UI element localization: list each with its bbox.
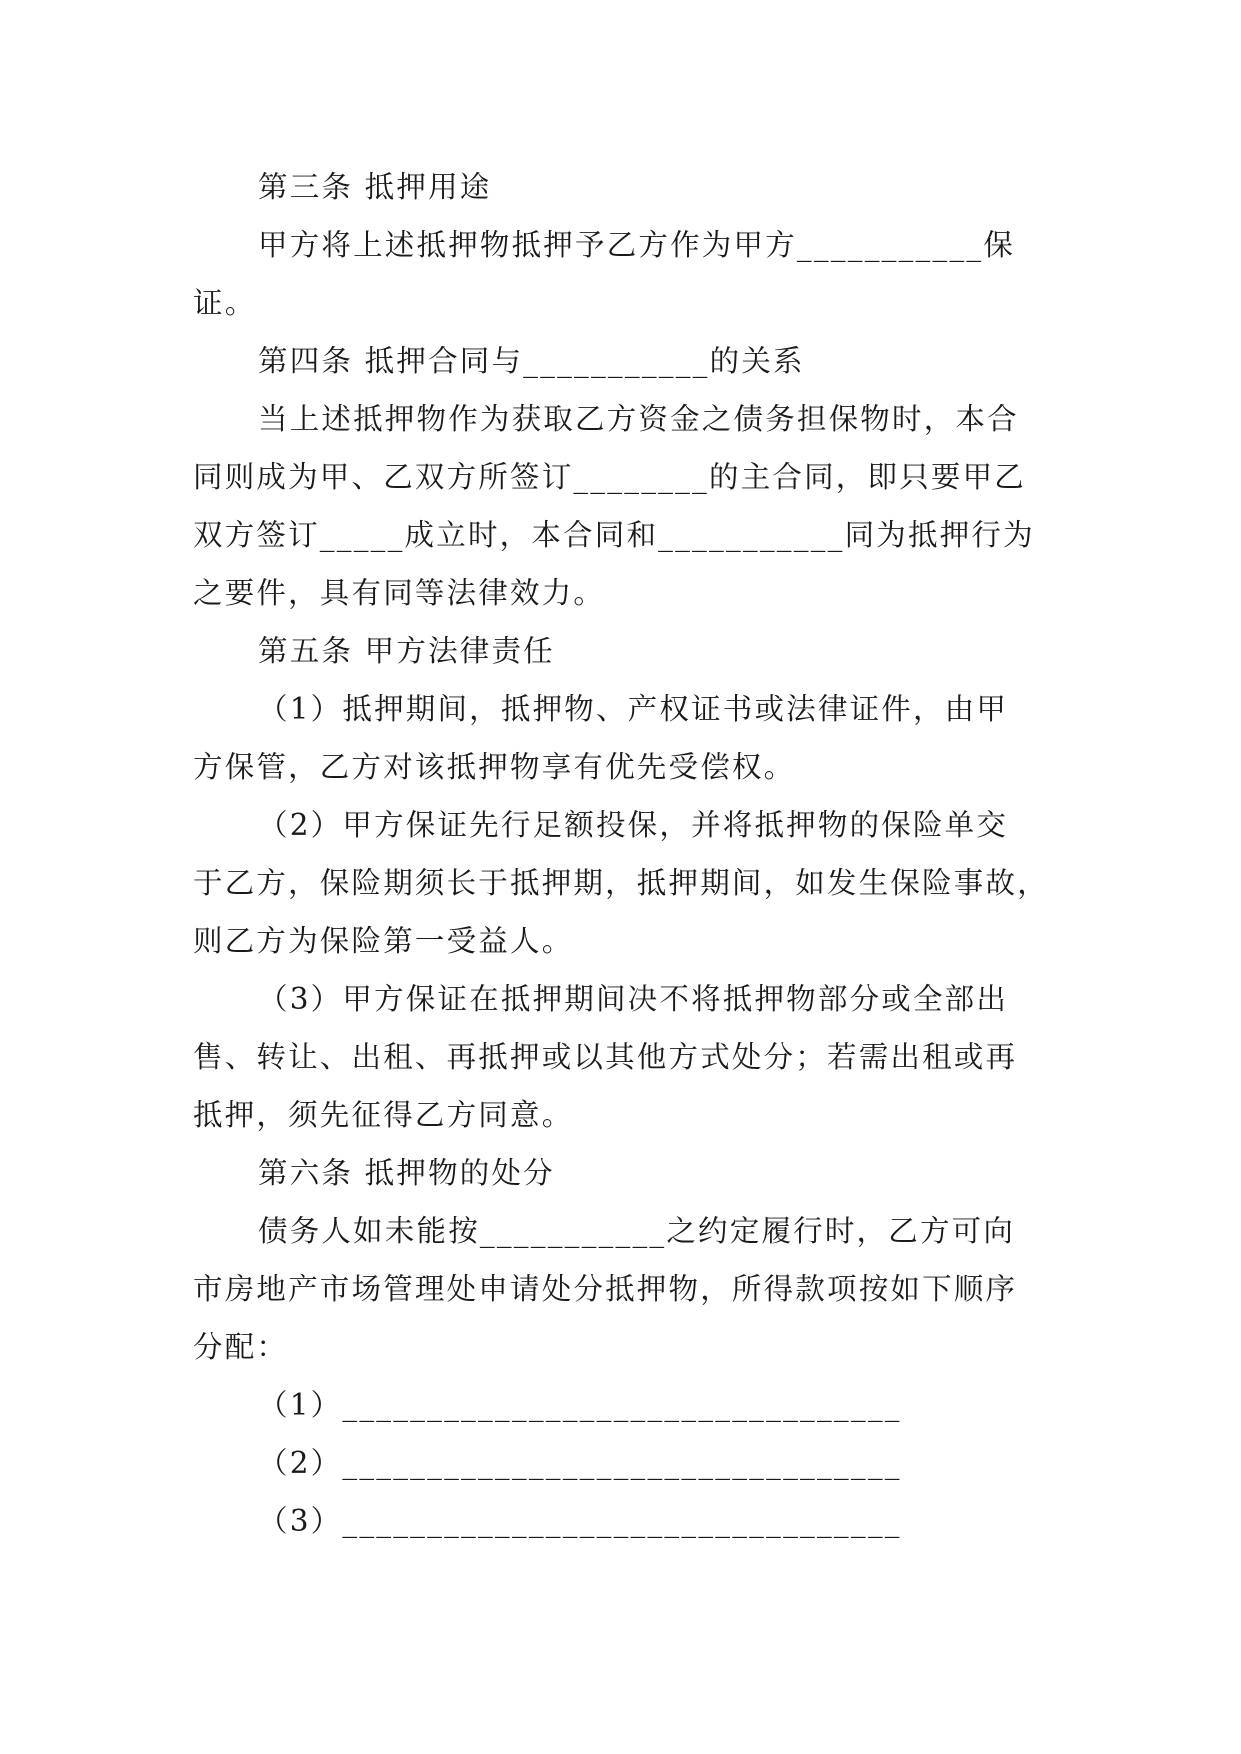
paragraph-line: 抵押，须先征得乙方同意。 xyxy=(193,1098,574,1132)
article-5-heading: 第五条 甲方法律责任 xyxy=(258,634,555,668)
paragraph-line: 甲方将上述抵押物抵押予乙方作为甲方___________保 xyxy=(258,228,1016,262)
paragraph-line: 售、转让、出租、再抵押或以其他方式处分；若需出租或再 xyxy=(193,1040,1018,1074)
paragraph-line: 证。 xyxy=(193,286,257,320)
paragraph-line: 市房地产市场管理处申请处分抵押物，所得款项按如下顺序 xyxy=(193,1272,1018,1306)
paragraph-line: 同则成为甲、乙双方所签订________的主合同，即只要甲乙 xyxy=(193,460,1027,494)
paragraph-line: 分配： xyxy=(193,1330,289,1364)
paragraph-line: 之要件，具有同等法律效力。 xyxy=(193,576,606,610)
article-4-heading: 第四条 抵押合同与___________的关系 xyxy=(258,344,805,378)
article-6-heading: 第六条 抵押物的处分 xyxy=(258,1156,555,1190)
paragraph-line: 双方签订_____成立时，本合同和___________同为抵押行为 xyxy=(193,518,1035,552)
paragraph-line: （2）甲方保证先行足额投保，并将抵押物的保险单交 xyxy=(258,808,1009,842)
paragraph-line: （3）甲方保证在抵押期间决不将抵押物部分或全部出 xyxy=(258,982,1009,1016)
paragraph-line: 则乙方为保险第一受益人。 xyxy=(193,924,574,958)
paragraph-line: 当上述抵押物作为获取乙方资金之债务担保物时，本合 xyxy=(258,402,1019,436)
paragraph-line: 债务人如未能按___________之约定履行时，乙方可向 xyxy=(258,1214,1016,1248)
paragraph-line: 于乙方，保险期须长于抵押期，抵押期间，如发生保险事故， xyxy=(193,866,1049,900)
paragraph-line: 方保管，乙方对该抵押物享有优先受偿权。 xyxy=(193,750,796,784)
distribution-item-3: （3）_________________________________ xyxy=(258,1504,902,1538)
article-3-heading: 第三条 抵押用途 xyxy=(258,170,492,204)
distribution-item-2: （2）_________________________________ xyxy=(258,1446,902,1480)
paragraph-line: （1）抵押期间，抵押物、产权证书或法律证件，由甲 xyxy=(258,692,1009,726)
distribution-item-1: （1）_________________________________ xyxy=(258,1388,902,1422)
